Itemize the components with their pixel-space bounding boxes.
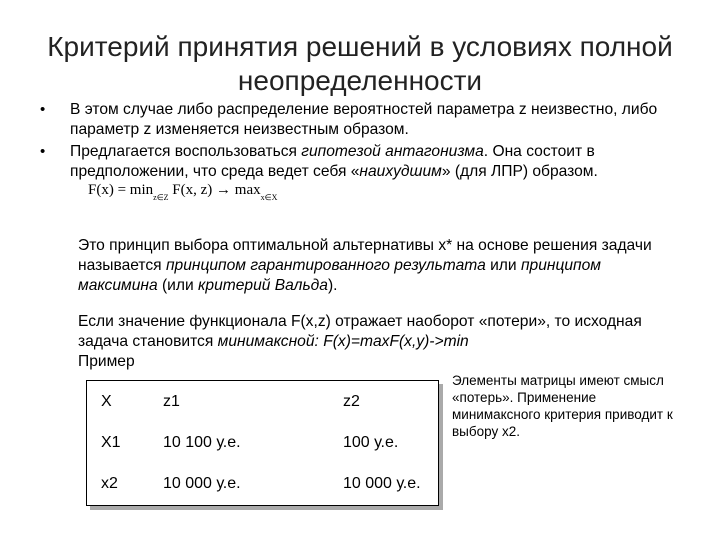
table-cell: x2 [101, 475, 118, 493]
formula-mid: F(x, z) → max [172, 182, 261, 198]
minimax-paragraph [78, 312, 678, 372]
formula-sub-min: z∈Z [153, 193, 169, 202]
loss-table [87, 381, 438, 505]
bullet-item-1 [40, 100, 680, 140]
slide-title: Критерий принятия решений в условиях полной неопределенности [47, 31, 673, 96]
table-row [87, 464, 438, 505]
paragraph-text: Если значение функционала F(x,z) отражает наоборот «потери», то исходная задача становится [78, 313, 642, 350]
paragraph-text: (или [157, 277, 199, 294]
maximin-formula [88, 180, 277, 202]
paragraph-text: или [485, 257, 521, 274]
bullet-marker: • [40, 143, 46, 160]
paragraph-emphasis: принципом максимина [78, 257, 601, 294]
paragraph-text: Это принцип выбора оптимальной альтернативы x* на основе решения задачи называется [78, 237, 652, 274]
example-label: Пример [78, 353, 135, 370]
table-header-cell: z2 [343, 392, 360, 410]
loss-matrix [86, 380, 439, 506]
paragraph-text: ). [327, 277, 338, 294]
formula-lhs: F(x) = min [88, 182, 154, 198]
bullet-list [40, 100, 680, 206]
table-cell: X1 [101, 433, 121, 451]
table-header-cell: z1 [163, 392, 180, 410]
paragraph-emphasis: минимаксной: F(x)=maxF(x,y)->min [217, 333, 469, 350]
bullet-text: » (для ЛПР) образом. [441, 163, 598, 180]
table-row [87, 422, 438, 463]
bullet-emphasis: наихудшим [359, 163, 442, 180]
table-header-cell: X [101, 392, 112, 410]
bullet-emphasis: гипотезой антагонизма [301, 143, 484, 160]
bullet-text: Предлагается воспользоваться [70, 143, 302, 160]
paragraph-emphasis: принципом гарантированного результата [165, 257, 486, 274]
paragraph-emphasis: критерий Вальда [198, 277, 328, 294]
maximin-paragraph [78, 236, 678, 296]
table-cell: 10 100 у.е. [163, 433, 241, 451]
table-cell: 10 000 у.е. [343, 475, 421, 493]
bullet-text: . Она состоит в предположении, что среда ведет себя « [70, 143, 595, 180]
table-cell: 10 000 у.е. [163, 475, 241, 493]
formula-sub-max: x∈X [260, 193, 278, 202]
table-cell: 100 у.е. [343, 433, 399, 451]
bullet-item-2 [40, 142, 680, 204]
side-note: Элементы матрицы имеют смысл «потерь». Применение минимаксного критерия приводит к выбору x2. [452, 373, 673, 439]
table-header-row [87, 381, 438, 422]
bullet-marker: • [40, 101, 46, 118]
bullet-text: В этом случае либо распределение вероятностей параметра z неизвестно, либо параметр z изменяется неизвестным образом. [70, 101, 658, 138]
